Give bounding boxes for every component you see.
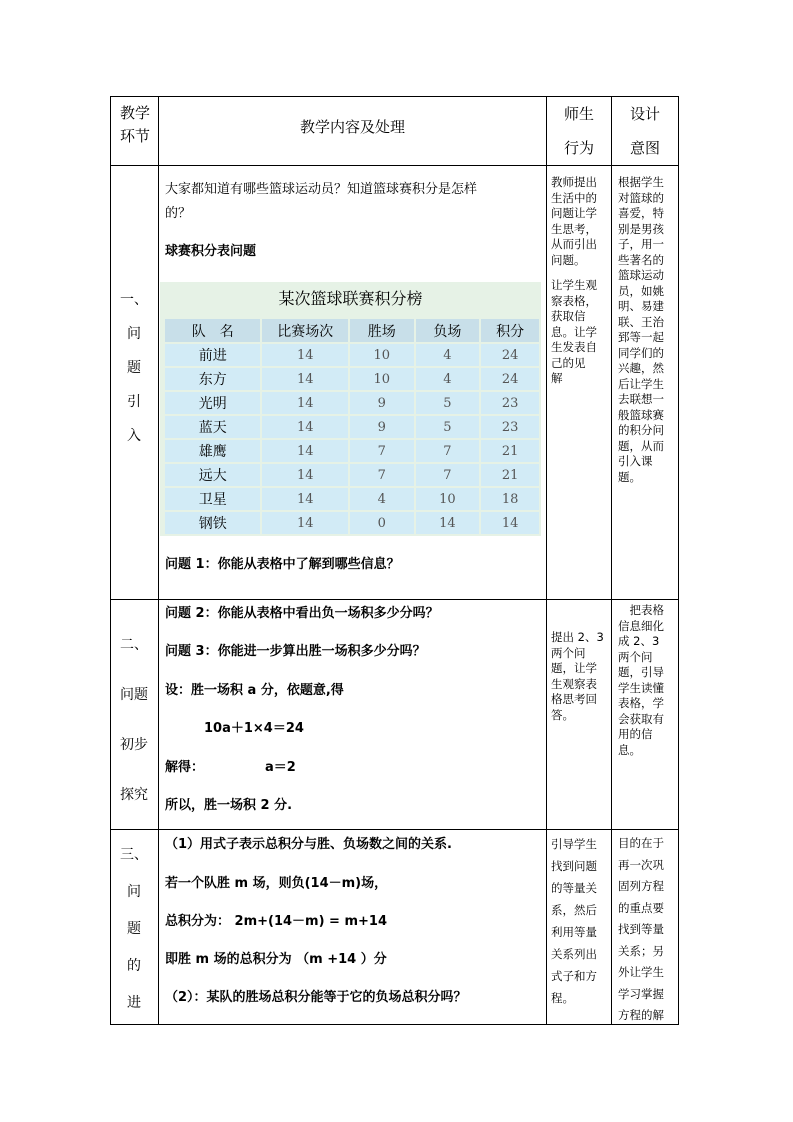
section1-question1: 问题 1：你能从表格中了解到哪些信息？ bbox=[165, 557, 400, 572]
score-table-cell: 14 bbox=[262, 416, 347, 438]
text-line: 利用等量 bbox=[551, 925, 597, 939]
section1-label bbox=[111, 283, 157, 453]
text-line: 题，从而 bbox=[618, 438, 664, 453]
header-intent-line1: 设计 bbox=[629, 105, 660, 123]
header-intent-line2: 意图 bbox=[629, 139, 660, 157]
score-table-cell: 9 bbox=[350, 392, 414, 414]
text-line: 用的信 bbox=[618, 727, 653, 741]
text-line: 关系列出 bbox=[551, 947, 597, 961]
text-line: 喜爱，特 bbox=[618, 206, 664, 220]
section2-label-3: 探究 bbox=[120, 787, 148, 803]
text-line: 会获取有 bbox=[618, 711, 664, 726]
section1-intro-line1: 大家都知道有哪些篮球运动员？知道篮球赛积分是怎样 bbox=[165, 182, 478, 197]
score-table-cell: 10 bbox=[350, 368, 414, 390]
text-line: 根据学生 bbox=[618, 175, 664, 189]
score-table-cell: 4 bbox=[416, 344, 480, 366]
section3-p2: 若一个队胜 m 场，则负(14－m)场， bbox=[165, 876, 388, 891]
text-line: 问题让学 bbox=[551, 206, 597, 220]
section2-conclusion: 所以，胜一场积 2 分. bbox=[165, 798, 293, 813]
header-content: 教学内容及处理 bbox=[299, 118, 405, 136]
score-table-title: 某次篮球联赛积分榜 bbox=[278, 289, 423, 308]
score-table-row bbox=[165, 392, 539, 414]
score-table-cell: 钢铁 bbox=[165, 512, 260, 534]
score-table-cell: 7 bbox=[416, 440, 480, 462]
score-table-row bbox=[165, 344, 539, 366]
score-table-cell: 远大 bbox=[165, 464, 260, 486]
score-table-cell: 14 bbox=[262, 392, 347, 414]
text-line: 获取信 bbox=[551, 309, 586, 323]
score-table-cell: 14 bbox=[262, 512, 347, 534]
score-table-row bbox=[165, 488, 539, 510]
section2-setup: 设：胜一场积 a 分，依题意,得 bbox=[165, 683, 344, 698]
section3-label bbox=[111, 837, 157, 1022]
score-table-cell: 24 bbox=[481, 344, 539, 366]
text-line: 般篮球赛 bbox=[618, 407, 664, 422]
text-line: 去联想一 bbox=[618, 392, 664, 406]
text-line bbox=[551, 268, 609, 278]
score-table-cell: 14 bbox=[416, 512, 480, 534]
section3-label-4: 进 bbox=[127, 995, 141, 1011]
score-table-row bbox=[165, 368, 539, 390]
text-line: 提出 2、3 bbox=[551, 630, 604, 644]
section1-subtitle: 球赛积分表问题 bbox=[165, 244, 257, 259]
text-line: 题，引导 bbox=[618, 665, 664, 679]
section1-label-2: 题 bbox=[127, 360, 141, 376]
section1-label-0: 一、 bbox=[120, 292, 148, 308]
text-line: 式子和方 bbox=[551, 969, 597, 983]
section2-label-2: 初步 bbox=[120, 737, 148, 753]
score-col-team: 队 名 bbox=[165, 319, 260, 342]
section2-label-0: 二、 bbox=[120, 637, 148, 653]
text-line: 程。 bbox=[551, 991, 574, 1005]
score-table-cell: 5 bbox=[416, 416, 480, 438]
text-line: 的积分问 bbox=[618, 423, 664, 437]
section3-p4: 即胜 m 场的总积分为 （m +14 ）分 bbox=[165, 952, 387, 967]
text-line: 己的见 bbox=[551, 355, 586, 370]
text-line: 明、易建 bbox=[618, 299, 664, 313]
text-line: 生思考， bbox=[551, 221, 597, 236]
score-table-figure bbox=[160, 282, 541, 536]
section2-label-1: 问题 bbox=[120, 687, 148, 703]
header-behavior bbox=[546, 97, 612, 165]
text-line: 题，让学 bbox=[551, 661, 597, 675]
section3-p1: （1）用式子表示总积分与胜、负场数之间的关系. bbox=[165, 837, 452, 852]
text-line: 成 2、3 bbox=[618, 634, 660, 648]
score-table-cell: 10 bbox=[416, 488, 480, 510]
text-line: 表格，学 bbox=[618, 696, 664, 710]
score-table-header-row bbox=[165, 319, 539, 342]
section3-label-2: 题 bbox=[127, 921, 141, 937]
score-table-cell: 0 bbox=[350, 512, 414, 534]
text-line: 固列方程 bbox=[618, 879, 664, 893]
section2-solve-value: a＝2 bbox=[265, 760, 296, 775]
score-table bbox=[163, 317, 541, 536]
score-col-games: 比赛场次 bbox=[262, 319, 347, 342]
text-line: 找到等量 bbox=[618, 922, 664, 936]
section3-design-intent bbox=[618, 833, 676, 1027]
section2-equation: 10a＋1×4＝24 bbox=[204, 721, 304, 736]
text-line: 后让学生 bbox=[618, 376, 664, 391]
section1-teacher-behavior bbox=[551, 175, 609, 387]
text-line: 的等量关 bbox=[551, 881, 597, 895]
score-table-cell: 14 bbox=[262, 368, 347, 390]
text-line: 从而引出 bbox=[551, 237, 597, 251]
text-line: 兴趣，然 bbox=[618, 361, 664, 375]
section3-label-0: 三、 bbox=[120, 847, 148, 863]
text-line: 联、王治 bbox=[618, 314, 664, 329]
score-table-cell: 23 bbox=[481, 392, 539, 414]
text-line: 息。让学 bbox=[551, 324, 597, 339]
text-line: 些著名的 bbox=[618, 252, 664, 267]
header-intent bbox=[611, 97, 679, 165]
score-table-cell: 4 bbox=[350, 488, 414, 510]
text-line: 教师提出 bbox=[551, 175, 597, 189]
text-line: 篮球运动 bbox=[618, 268, 664, 282]
score-table-cell: 4 bbox=[416, 368, 480, 390]
text-line: 子，用一 bbox=[618, 237, 664, 251]
text-line: 格思考回 bbox=[551, 692, 597, 706]
text-line: 引入课 bbox=[618, 454, 653, 468]
section3-p5: （2）：某队的胜场总积分能等于它的负场总积分吗？ bbox=[165, 990, 467, 1005]
section2-solve-label: 解得： bbox=[165, 760, 205, 775]
text-line: 答。 bbox=[551, 707, 574, 722]
section1-design-intent bbox=[618, 175, 676, 485]
text-line: 生活中的 bbox=[551, 190, 597, 205]
text-line: 再一次巩 bbox=[618, 857, 664, 872]
section2-q2: 问题 2：你能从表格中看出负一场积多少分吗？ bbox=[165, 606, 439, 621]
section1-intro-line2: 的？ bbox=[165, 206, 192, 221]
score-table-cell: 18 bbox=[481, 488, 539, 510]
score-table-cell: 14 bbox=[262, 440, 347, 462]
section2-teacher-behavior bbox=[551, 630, 609, 723]
score-table-row bbox=[165, 464, 539, 486]
header-stage-line2: 环节 bbox=[119, 127, 150, 145]
score-table-cell: 雄鹰 bbox=[165, 440, 260, 462]
text-line: 别是男孩 bbox=[618, 221, 664, 236]
section3-teacher-behavior bbox=[551, 833, 609, 1009]
text-line: 同学们的 bbox=[618, 345, 664, 360]
score-table-cell: 前进 bbox=[165, 344, 260, 366]
text-line: 察表格， bbox=[551, 293, 597, 308]
text-line: 生观察表 bbox=[551, 676, 597, 691]
text-line: 息。 bbox=[618, 742, 641, 757]
score-table-row bbox=[165, 512, 539, 534]
score-table-cell: 5 bbox=[416, 392, 480, 414]
section3-p3: 总积分为： 2m+(14－m) = m+14 bbox=[165, 914, 388, 929]
score-table-cell: 7 bbox=[416, 464, 480, 486]
section1-label-1: 问 bbox=[127, 326, 141, 342]
score-table-cell: 24 bbox=[481, 368, 539, 390]
score-table-cell: 9 bbox=[350, 416, 414, 438]
section3-label-1: 问 bbox=[127, 884, 141, 900]
score-col-losses: 负场 bbox=[416, 319, 480, 342]
score-table-cell: 14 bbox=[481, 512, 539, 534]
section2-label bbox=[111, 620, 157, 820]
section1-label-3: 引 bbox=[127, 394, 141, 410]
text-line: 员，如姚 bbox=[618, 283, 664, 298]
header-stage bbox=[113, 102, 157, 148]
score-table-row bbox=[165, 440, 539, 462]
section1-label-4: 入 bbox=[127, 428, 141, 444]
header-behavior-line2: 行为 bbox=[563, 139, 594, 157]
score-table-cell: 14 bbox=[262, 488, 347, 510]
text-line: 的重点要 bbox=[618, 900, 664, 915]
text-line: 信息细化 bbox=[618, 618, 664, 633]
score-table-cell: 14 bbox=[262, 344, 347, 366]
section1-intro bbox=[165, 178, 540, 226]
score-table-cell: 7 bbox=[350, 440, 414, 462]
text-line: 问题。 bbox=[551, 252, 586, 267]
text-line: 方程的解 bbox=[618, 1008, 664, 1022]
score-table-cell: 21 bbox=[481, 440, 539, 462]
score-table-cell: 蓝天 bbox=[165, 416, 260, 438]
text-line: 对篮球的 bbox=[618, 190, 664, 205]
score-col-wins: 胜场 bbox=[350, 319, 414, 342]
score-col-points: 积分 bbox=[481, 319, 539, 342]
score-table-cell: 7 bbox=[350, 464, 414, 486]
score-table-cell: 卫星 bbox=[165, 488, 260, 510]
score-table-cell: 21 bbox=[481, 464, 539, 486]
text-line: 找到问题 bbox=[551, 859, 597, 873]
header-behavior-line1: 师生 bbox=[563, 105, 594, 123]
text-line: 把表格 bbox=[618, 603, 664, 617]
text-line: 学习掌握 bbox=[618, 986, 664, 1001]
score-table-cell: 光明 bbox=[165, 392, 260, 414]
text-line: 让学生观 bbox=[551, 278, 597, 292]
text-line: 题。 bbox=[618, 469, 641, 484]
text-line: 生发表自 bbox=[551, 340, 597, 354]
section2-design-intent bbox=[618, 603, 676, 758]
score-table-cell: 23 bbox=[481, 416, 539, 438]
text-line: 郅等一起 bbox=[618, 330, 664, 344]
text-line: 关系；另 bbox=[618, 943, 664, 958]
score-table-row bbox=[165, 416, 539, 438]
text-line: 系，然后 bbox=[551, 903, 597, 917]
text-line: 学生读懂 bbox=[618, 680, 664, 695]
score-table-cell: 14 bbox=[262, 464, 347, 486]
score-table-cell: 10 bbox=[350, 344, 414, 366]
text-line: 解 bbox=[551, 371, 563, 385]
text-line: 两个问 bbox=[551, 645, 586, 660]
text-line: 两个问 bbox=[618, 649, 653, 664]
section3-label-3: 的 bbox=[127, 958, 141, 974]
score-table-cell: 东方 bbox=[165, 368, 260, 390]
section2-q3: 问题 3：你能进一步算出胜一场积多少分吗？ bbox=[165, 644, 426, 659]
text-line: 目的在于 bbox=[618, 836, 664, 850]
text-line: 引导学生 bbox=[551, 837, 597, 851]
header-stage-line1: 教学 bbox=[119, 104, 150, 122]
text-line: 外让学生 bbox=[618, 965, 664, 979]
